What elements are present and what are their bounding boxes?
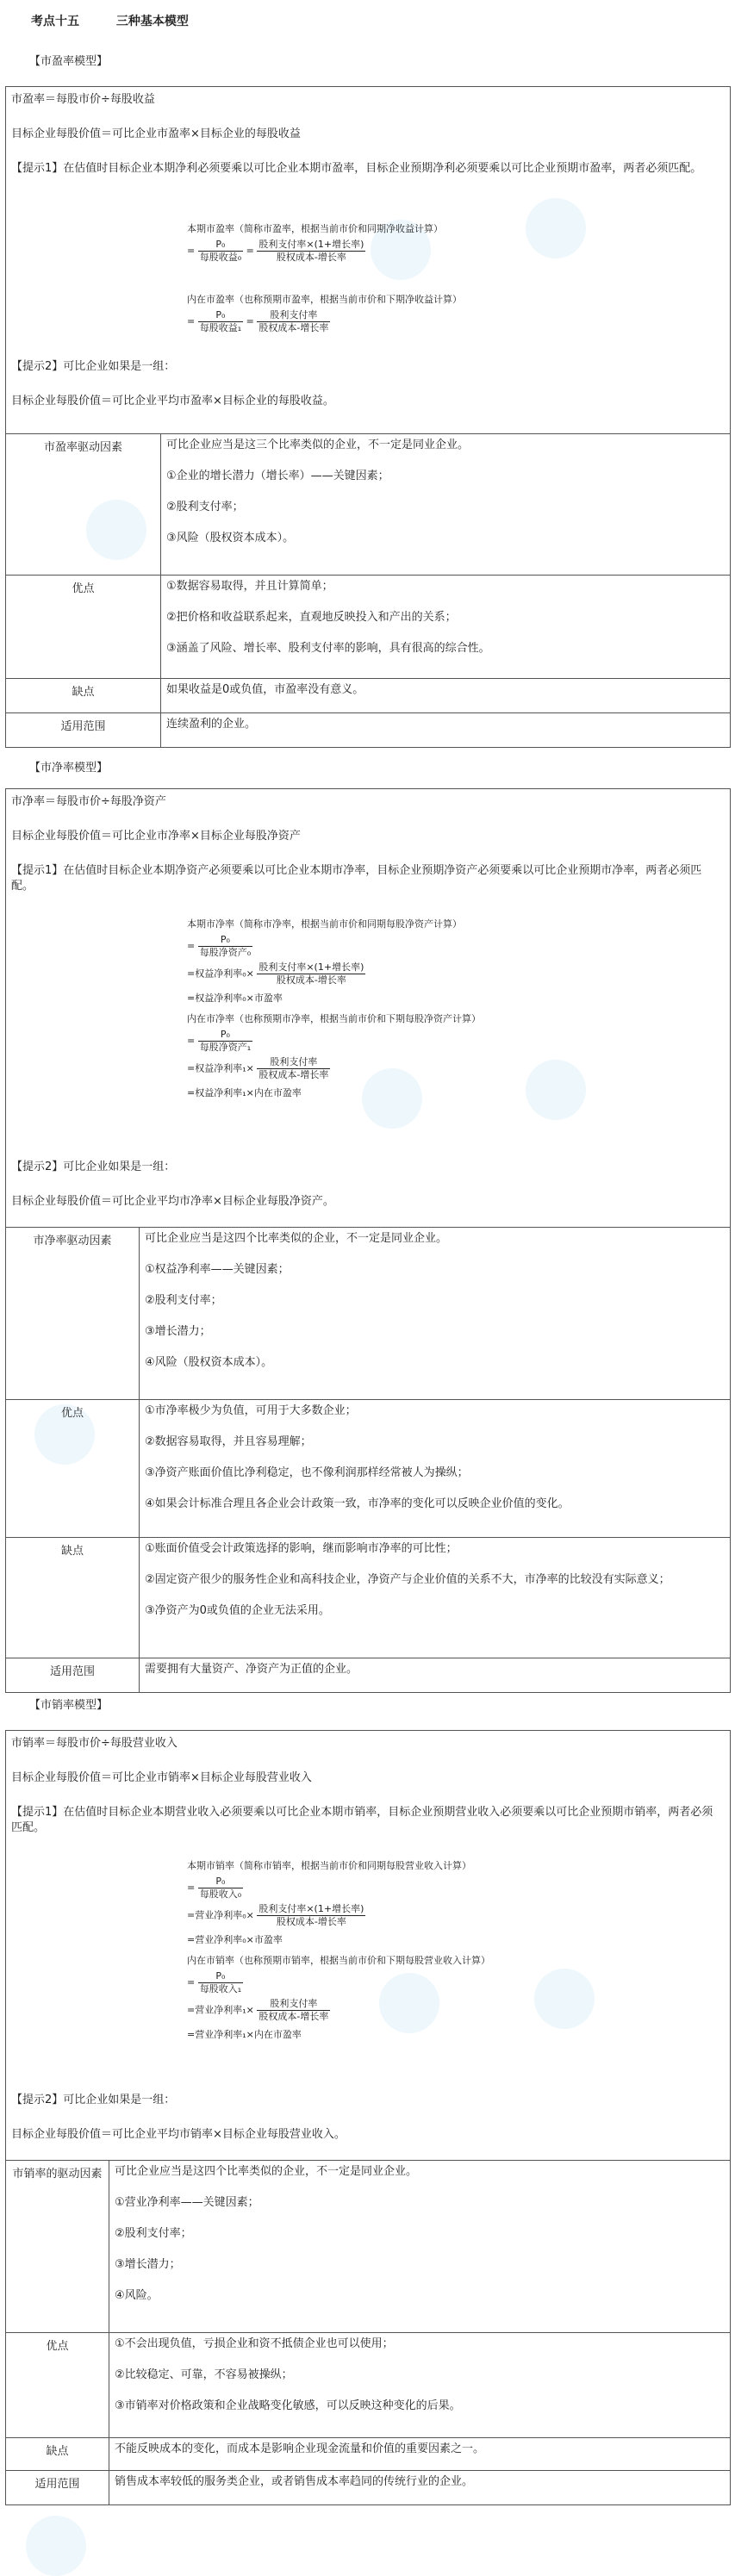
ps-current-title: 本期市销率（简称市销率，根据当前市价和同期每股营业收入计算） [187, 1860, 471, 1871]
row-content: 可比企业应当是这三个比率类似的企业，不一定是同业企业。 ①企业的增长潜力（增长率）——关键因素； ②股利支付率； ③风险（股权资本成本）。 [161, 434, 731, 576]
pb-valuation: 目标企业每股价值＝可比企业市净率×目标企业每股净资产 [11, 830, 301, 843]
table-row [6, 1228, 731, 1400]
table-row [6, 2161, 731, 2333]
pb-intrinsic-formula-3: =权益净利率₁×内在市盈率 [187, 1087, 302, 1098]
pe-current-title: 本期市盈率（简称市盈率，根据当前市价和同期净收益计算） [187, 223, 443, 234]
pb-intrinsic-formula-2: =权益净利率₁× $\frac{\text{股利支付率}}{\text{股权成本-增长率}}$ [187, 1056, 329, 1080]
table-row [6, 1658, 731, 1693]
pb-tip2: 【提示2】可比企业如果是一组： [11, 1160, 176, 1173]
table-row [6, 713, 731, 748]
pb-current-formula-2: =权益净利率₀× $\frac{\text{股利支付率×(1+增长率)}}{\text{股权成本-增长率}}$ [187, 961, 364, 986]
row-label: 市销率的驱动因素 [6, 2161, 109, 2333]
pb-current-title: 本期市净率（简称市净率，根据当前市价和同期每股净资产计算） [187, 918, 462, 930]
row-content: 需要拥有大量资产、净资产为正值的企业。 [140, 1658, 731, 1693]
pe-intrinsic-title: 内在市盈率（也称预期市盈率，根据当前市价和下期净收益计算） [187, 294, 462, 305]
heading-number: 考点十五 [31, 15, 79, 28]
row-label: 市盈率驱动因素 [6, 434, 161, 576]
row-content: ①不会出现负值，亏损企业和资不抵债企业也可以使用； ②比较稳定、可靠，不容易被操纵； ③市销率对价格政策和企业战略变化敏感，可以反映这种变化的后果。 [109, 2333, 731, 2438]
table-row [6, 2471, 731, 2505]
pb-current-formula-3: =权益净利率₀×市盈率 [187, 992, 283, 1004]
pb-intrinsic-title: 内在市净率（也称预期市净率，根据当前市价和下期每股净资产计算） [187, 1013, 481, 1024]
table-row [6, 2333, 731, 2438]
pe-tip1: 【提示1】在估值时目标企业本期净利必须要乘以可比企业本期市盈率，目标企业预期净利必须要乘以可比企业预期市盈率，两者必须匹配。 [11, 162, 702, 175]
section-title-pb: 【市净率模型】 [29, 762, 109, 775]
pb-table [5, 1227, 731, 1693]
row-content: ①数据容易取得，并且计算简单； ②把价格和收益联系起来，直观地反映投入和产出的关系； ③涵盖了风险、增长率、股利支付率的影响，具有很高的综合性。 [161, 576, 731, 679]
row-label: 市净率驱动因素 [6, 1228, 140, 1400]
section-title-pe: 【市盈率模型】 [29, 55, 109, 68]
pe-tip2: 【提示2】可比企业如果是一组： [11, 360, 176, 373]
pe-current-formula: = $\frac{\text{P₀}}{\text{每股收益₀}}$ = $\frac{\text{股利支付率×(1+增长率)}}{\text{股权成本-增长率}}$ [187, 239, 364, 263]
ps-current-formula-1: = $\frac{\text{P₀}}{\text{每股收入₀}}$ [187, 1876, 242, 1900]
pe-valuation: 目标企业每股价值＝可比企业市盈率×目标企业的每股收益 [11, 128, 301, 140]
row-content: 不能反映成本的变化，而成本是影响企业现金流量和价值的重要因素之一。 [109, 2438, 731, 2471]
ps-intrinsic-formula-3: =营业净利率₁×内在市盈率 [187, 2029, 302, 2040]
row-label: 优点 [6, 576, 161, 679]
table-row [6, 1400, 731, 1538]
row-content: 可比企业应当是这四个比率类似的企业，不一定是同业企业。 ①权益净利率——关键因素； ②股利支付率； ③增长潜力； ④风险（股权资本成本）。 [140, 1228, 731, 1400]
ps-current-formula-2: =营业净利率₀× $\frac{\text{股利支付率×(1+增长率)}}{\text{股权成本-增长率}}$ [187, 1903, 364, 1927]
ps-tip2: 【提示2】可比企业如果是一组： [11, 2094, 176, 2106]
row-label: 缺点 [6, 2438, 109, 2471]
ps-intrinsic-formula-2: =营业净利率₁× $\frac{\text{股利支付率}}{\text{股权成本-增长率}}$ [187, 1998, 329, 2022]
pb-current-formula-1: = $\frac{\text{P₀}}{\text{每股净资产₀}}$ [187, 934, 252, 958]
ps-intrinsic-title: 内在市销率（也称预期市销率，根据当前市价和下期每股营业收入计算） [187, 1955, 490, 1966]
ps-group-valuation: 目标企业每股价值＝可比企业平均市销率×目标企业每股营业收入。 [11, 2128, 346, 2141]
section-title-ps: 【市销率模型】 [29, 1699, 109, 1712]
pb-group-valuation: 目标企业每股价值＝可比企业平均市净率×目标企业每股净资产。 [11, 1195, 334, 1208]
row-content: ①账面价值受会计政策选择的影响，继而影响市净率的可比性； ②固定资产很少的服务性企业和高科技企业，净资产与企业价值的关系不大，市净率的比较没有实际意义； ③净资产为0或负值的企业无法采用。 [140, 1538, 731, 1658]
ps-tip1: 【提示1】在估值时目标企业本期营业收入必须要乘以可比企业本期市销率，目标企业预期营业收入必须要乘以可比企业预期市销率，两者必须匹配。 [11, 1806, 713, 1834]
ps-definition: 市销率＝每股市价÷每股营业收入 [11, 1737, 178, 1750]
ps-valuation: 目标企业每股价值＝可比企业市销率×目标企业每股营业收入 [11, 1771, 312, 1784]
heading-title: 三种基本模型 [115, 15, 189, 28]
pb-intrinsic-formula-1: = $\frac{\text{P₀}}{\text{每股净资产₁}}$ [187, 1029, 252, 1053]
row-label: 优点 [6, 1400, 140, 1538]
table-row [6, 576, 731, 679]
pe-group-valuation: 目标企业每股价值＝可比企业平均市盈率×目标企业的每股收益。 [11, 395, 334, 408]
row-label: 适用范围 [6, 2471, 109, 2505]
row-content: 连续盈利的企业。 [161, 713, 731, 748]
table-row [6, 434, 731, 576]
row-label: 适用范围 [6, 713, 161, 748]
row-label: 缺点 [6, 1538, 140, 1658]
watermark-logo [26, 2516, 86, 2576]
table-row [6, 2438, 731, 2471]
pe-formula-box [5, 86, 731, 434]
pe-table [5, 433, 731, 748]
ps-intrinsic-formula-1: = $\frac{\text{P₀}}{\text{每股收入₁}}$ [187, 1970, 242, 1994]
ps-table [5, 2160, 731, 2505]
row-label: 优点 [6, 2333, 109, 2438]
row-content: 销售成本率较低的服务类企业，或者销售成本率趋同的传统行业的企业。 [109, 2471, 731, 2505]
pb-formula-box [5, 788, 731, 1228]
row-label: 缺点 [6, 679, 161, 713]
row-content: 可比企业应当是这四个比率类似的企业，不一定是同业企业。 ①营业净利率——关键因素； ②股利支付率； ③增长潜力； ④风险。 [109, 2161, 731, 2333]
table-row [6, 1538, 731, 1658]
page-heading [31, 12, 221, 29]
pb-definition: 市净率＝每股市价÷每股净资产 [11, 795, 166, 808]
table-row [6, 679, 731, 713]
pb-tip1: 【提示1】在估值时目标企业本期净资产必须要乘以可比企业本期市净率，目标企业预期净资产必须要乘以可比企业预期市净率，两者必须匹配。 [11, 864, 702, 893]
pe-intrinsic-formula: = $\frac{\text{P₀}}{\text{每股收益₁}}$ = $\frac{\text{股利支付率}}{\text{股权成本-增长率}}$ [187, 309, 329, 333]
pe-definition: 市盈率＝每股市价÷每股收益 [11, 93, 155, 106]
row-label: 适用范围 [6, 1658, 140, 1693]
ps-current-formula-3: =营业净利率₀×市盈率 [187, 1934, 283, 1945]
ps-formula-box [5, 1730, 731, 2161]
row-content: ①市净率极少为负值，可用于大多数企业； ②数据容易取得，并且容易理解； ③净资产账面价值比净利稳定，也不像利润那样经常被人为操纵； ④如果会计标准合理且各企业会计政策一致，市净率的变化可以反映企业价值的变化。 [140, 1400, 731, 1538]
row-content: 如果收益是0或负值，市盈率没有意义。 [161, 679, 731, 713]
